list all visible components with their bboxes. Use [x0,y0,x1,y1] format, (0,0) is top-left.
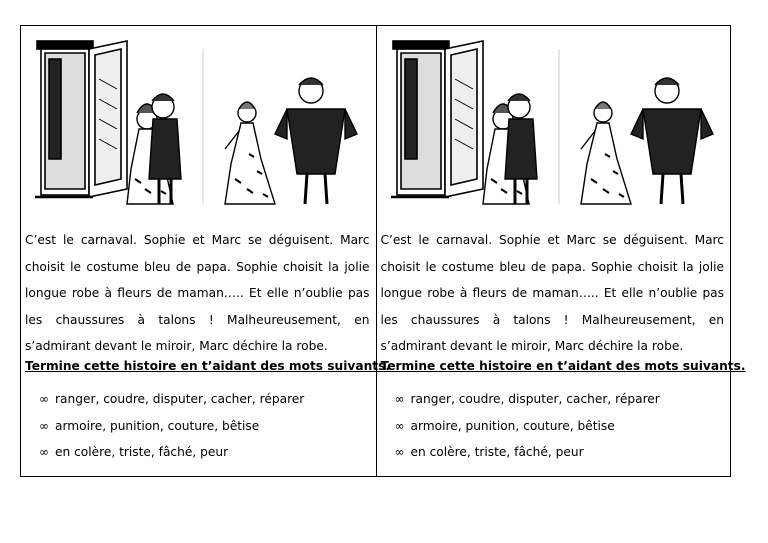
girl-walking-figure [225,102,275,204]
word-list-verbs: ranger, coudre, disputer, cacher, réparer [410,392,660,406]
story-text: C’est le carnaval. Sophie et Marc se déguisent. Marc choisit le costume bleu de papa. Sophie choisit la jolie longue robe à fleurs de maman….. Et elle n’oublie pas les chaussures à talons ! Malheureusement, en s’admirant devant le miroir, Marc déchire la robe. [380,233,724,353]
word-lists [395,386,660,466]
word-list-item [39,386,304,413]
boy-back-figure [631,78,713,204]
instruction-heading: Termine cette histoire en t’aidant des mots suivants. [25,359,390,373]
infinity-bullet-icon: ∞ [39,392,49,406]
infinity-bullet-icon: ∞ [394,445,405,459]
word-list-feelings: en colère, triste, fâché, peur [410,445,584,459]
infinity-bullet-icon: ∞ [394,418,405,433]
word-lists [39,386,304,466]
word-list-verbs: ranger, coudre, disputer, cacher, réparer [55,392,305,406]
story-card-right [376,26,746,476]
word-list-item [39,439,304,466]
infinity-bullet-icon: ∞ [39,445,49,459]
girl-walking-figure [581,102,631,204]
word-list-item [395,386,660,413]
worksheet [20,25,746,477]
word-list-feelings: en colère, triste, fâché, peur [55,445,229,459]
carnival-illustration [391,39,721,209]
boy-back-figure [275,78,357,204]
wardrobe-illustration [391,41,483,197]
carnival-illustration [35,39,365,209]
word-list-item [395,413,660,440]
instruction-heading: Termine cette histoire en t’aidant des mots suivants. [380,359,746,373]
word-list-item [395,439,660,466]
word-list-item [39,413,304,440]
infinity-bullet-icon: ∞ [394,392,405,406]
word-list-nouns: armoire, punition, couture, bêtise [410,418,615,433]
wardrobe-illustration [35,41,127,197]
story-text: C’est le carnaval. Sophie et Marc se déguisent. Marc choisit le costume bleu de papa. Sophie choisit la jolie longue robe à fleurs de maman….. Et elle n’oublie pas les chaussures à talons ! Malheureusement, en s’admirant devant le miroir, Marc déchire la robe. [25,233,370,353]
word-list-nouns: armoire, punition, couture, bêtise [55,418,260,433]
infinity-bullet-icon: ∞ [39,418,49,433]
story-card-left [21,26,390,476]
